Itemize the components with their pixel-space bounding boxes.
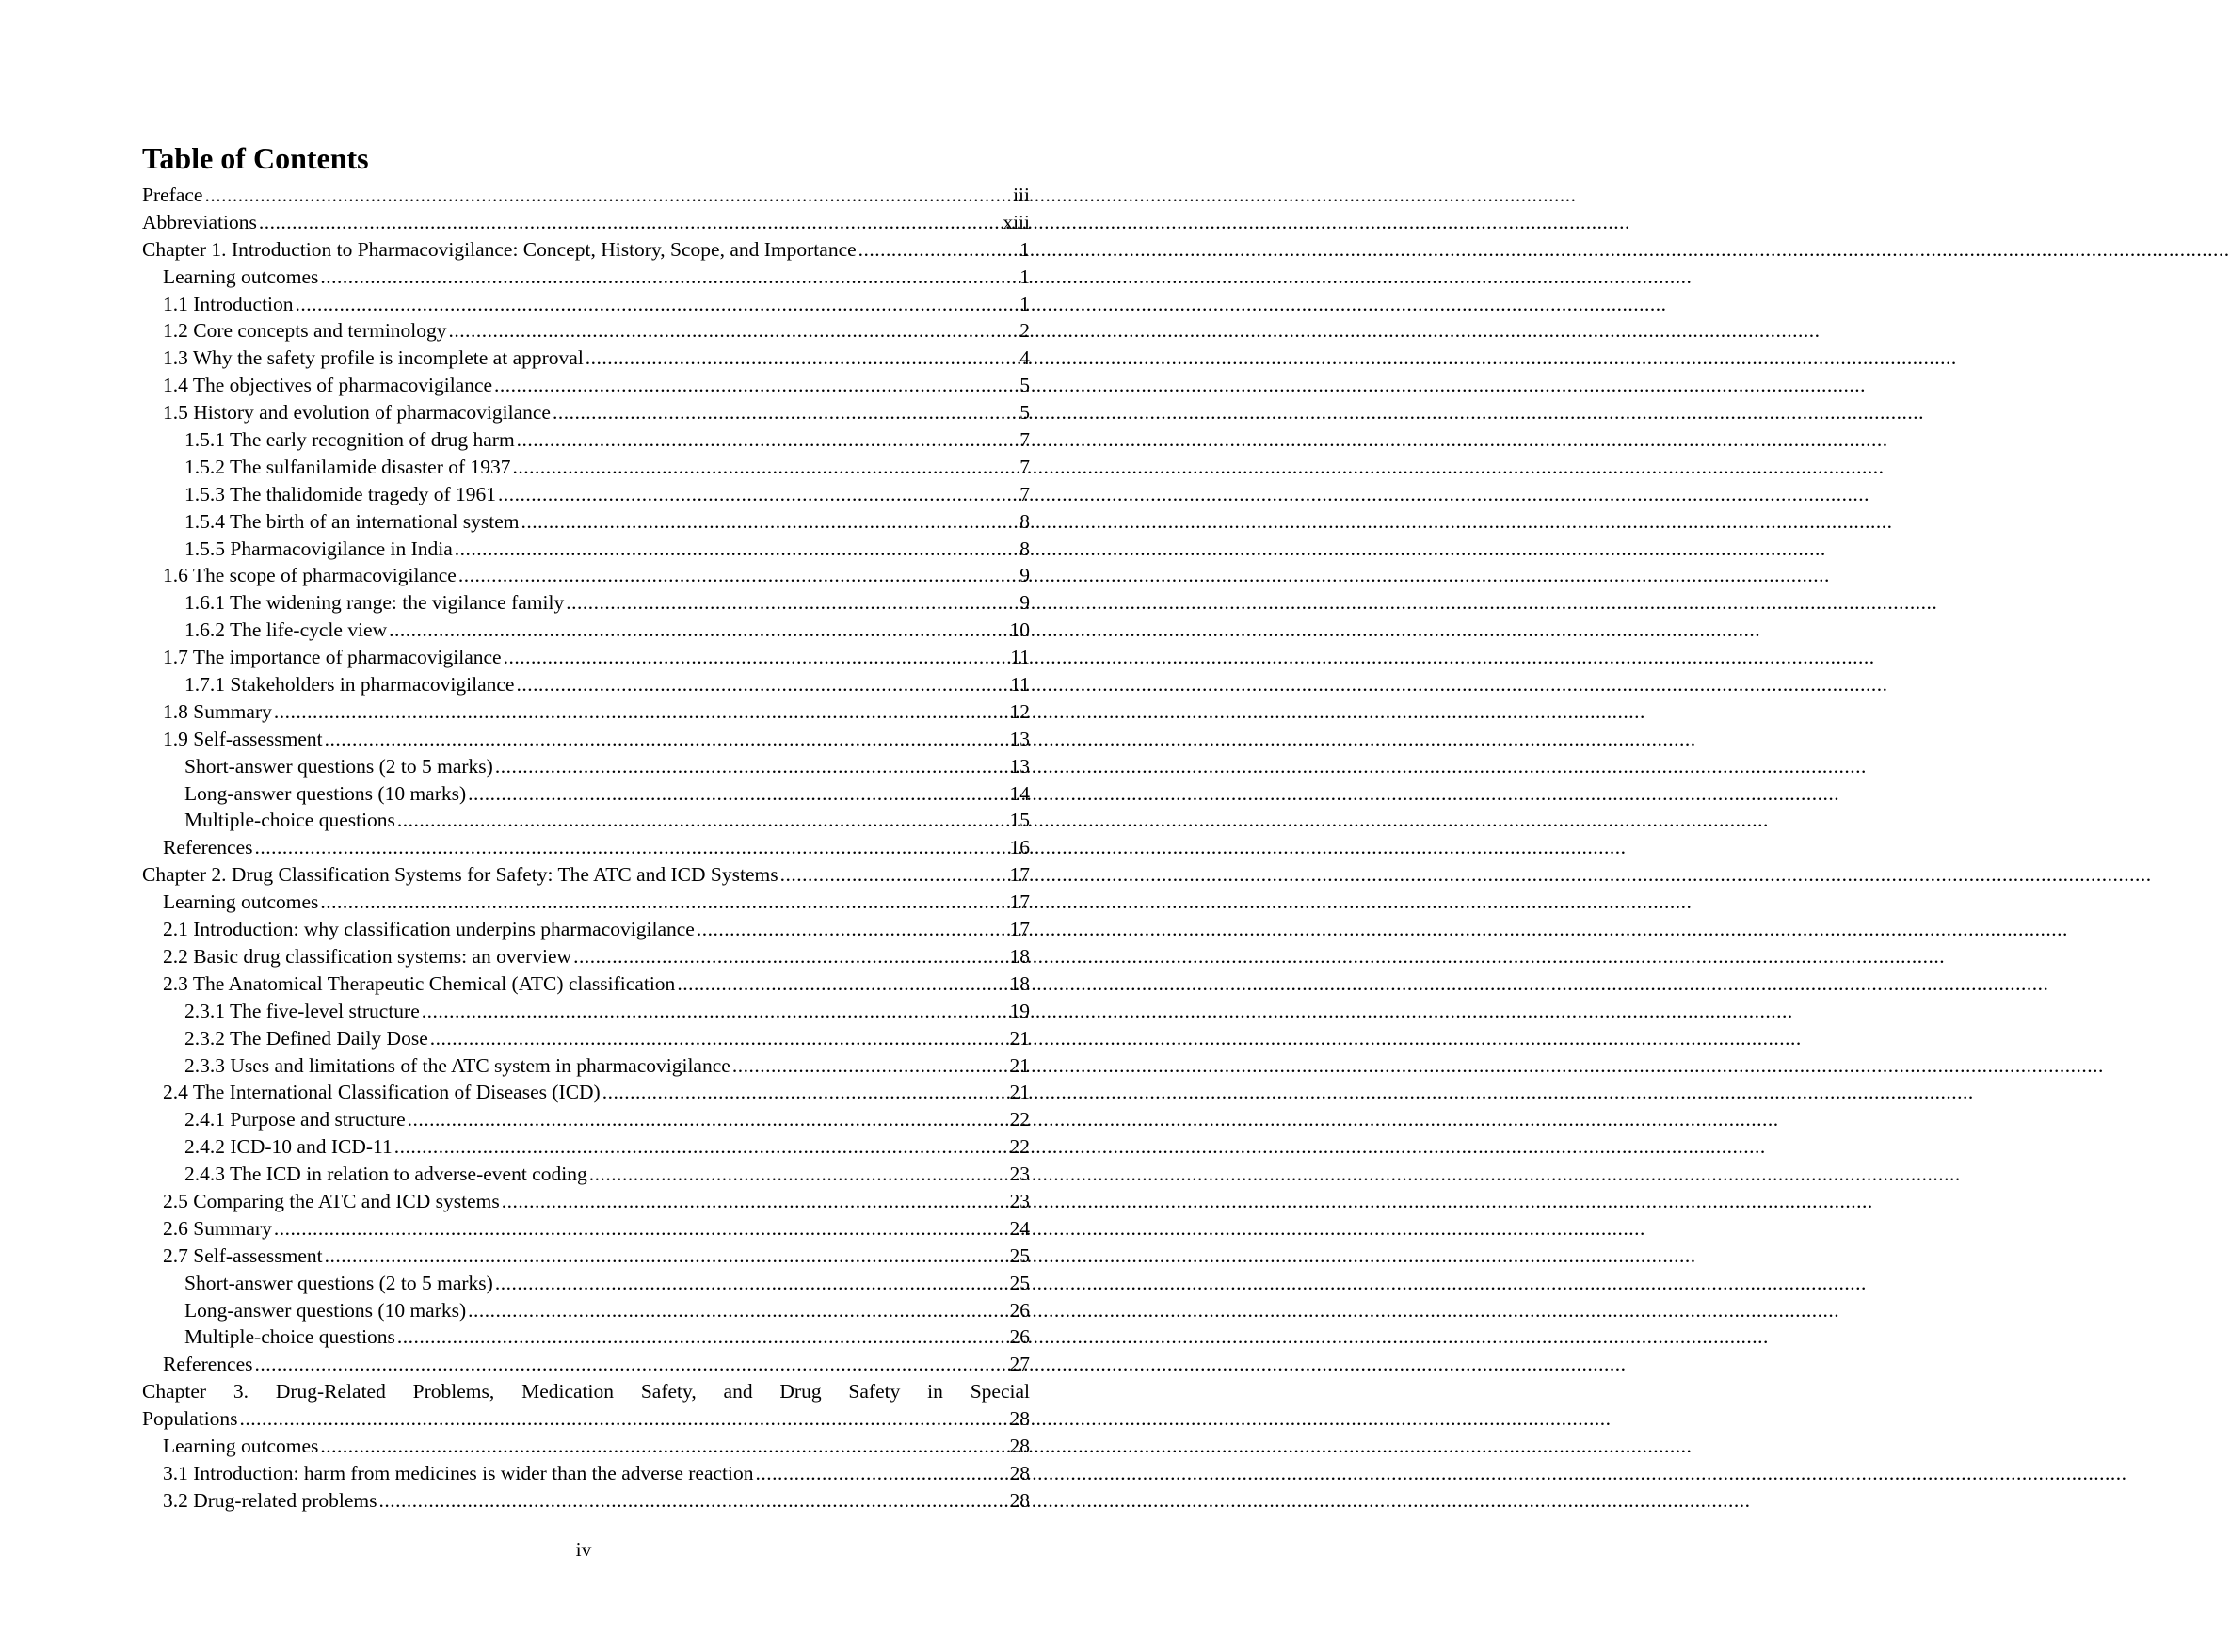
toc-entry[interactable] [142,1270,1030,1297]
dot-leader [589,1161,1008,1188]
toc-entry-text: Short-answer questions (2 to 5 marks) [184,754,493,778]
toc-entry-page: 23 [1009,1163,1030,1186]
toc-entry[interactable] [142,943,1030,970]
toc-entry-text: Chapter 1. Introduction to Pharmacovigilance: Concept, History, Scope, and Importance [142,237,857,261]
dot-leader [259,209,1002,236]
dot-leader [521,508,1018,536]
page-number: iv [575,1538,592,1561]
toc-entry-text: Chapter 3. Drug-Related Problems, Medication Safety, and Drug Safety in Special [142,1380,1030,1403]
toc-entry[interactable] [142,834,1030,861]
toc-entry-page: 11 [1010,673,1030,697]
toc-entry[interactable] [142,1243,1030,1270]
toc-entry-page: 26 [1009,1298,1030,1322]
toc-entry-text: Learning outcomes [163,1434,319,1457]
toc-entry-text: Learning outcomes [163,890,319,914]
toc-entry-page: 11 [1010,646,1030,669]
toc-entry[interactable] [142,1215,1030,1243]
toc-entry[interactable] [142,182,1030,209]
toc-entry[interactable] [142,536,1030,563]
toc-entry[interactable] [142,889,1030,916]
toc-entry[interactable] [142,1133,1030,1161]
toc-entry-page: 22 [1009,1108,1030,1131]
toc-entry-page: 5 [1019,374,1030,397]
toc-entry[interactable] [142,508,1030,536]
toc-entry[interactable] [142,236,1030,264]
toc-entry-page: 1 [1019,265,1030,288]
dot-leader [495,1270,1008,1297]
toc-entry-page: 16 [1009,836,1030,859]
toc-entry[interactable] [142,998,1030,1025]
toc-entry[interactable] [142,1025,1030,1052]
toc-entry-text: 3.1 Introduction: harm from medicines is wider than the adverse reaction [163,1461,754,1484]
dot-leader [296,291,1019,318]
toc-entry[interactable] [142,562,1030,589]
toc-entry-page: 18 [1009,944,1030,968]
toc-entry[interactable] [142,589,1030,617]
toc-entry-text: 2.4 The International Classification of Diseases (ICD) [163,1081,601,1104]
toc-entry-text: 2.3.3 Uses and limitations of the ATC system in pharmacovigilance [184,1053,730,1077]
toc-entry-page: 28 [1009,1434,1030,1457]
toc-entry-page: 17 [1009,863,1030,887]
toc-entry[interactable] [142,1106,1030,1133]
toc-entry[interactable] [142,1188,1030,1215]
toc-entry[interactable] [142,807,1030,834]
toc-entry-page: xiii [1003,210,1030,233]
toc-entry-page: 9 [1019,591,1030,615]
dot-leader [397,1323,1008,1351]
toc-entry-text: 2.4.1 Purpose and structure [184,1108,406,1131]
toc-entry-page: 8 [1019,537,1030,560]
dot-leader [494,372,1018,399]
toc-entry[interactable] [142,1052,1030,1080]
dot-leader [677,970,1007,998]
toc-entry[interactable] [142,698,1030,726]
dot-leader [455,536,1018,563]
toc-entry[interactable] [142,209,1030,236]
dot-leader [320,1433,1007,1460]
toc-entry-page: 25 [1009,1271,1030,1294]
toc-entry-text: 1.4 The objectives of pharmacovigilance [163,374,493,397]
toc-entry[interactable] [142,753,1030,780]
toc-entry-text: 1.6.2 The life-cycle view [184,618,388,642]
toc-entry-page: 18 [1009,971,1030,995]
toc-entry[interactable] [142,780,1030,808]
toc-entry-page: 26 [1009,1325,1030,1349]
dot-leader [858,236,1019,264]
toc-entry-text: Multiple-choice questions [184,809,395,832]
toc-entry-text: 2.7 Self-assessment [163,1243,323,1267]
dot-leader [320,264,1018,291]
toc-entry[interactable] [142,264,1030,291]
dot-leader [468,1297,1007,1324]
dot-leader [602,1079,1008,1106]
toc-entry[interactable] [142,1323,1030,1351]
toc-entry-text: 2.3.2 The Defined Daily Dose [184,1026,428,1050]
toc-entry-page: 19 [1009,999,1030,1022]
toc-entry-chapter-3-continuation[interactable] [142,1405,1030,1433]
toc-entry-text: Multiple-choice questions [184,1325,395,1349]
page-title: Table of Contents [142,141,369,175]
toc-entry-page: 17 [1009,918,1030,941]
toc-entry-text: 2.2 Basic drug classification systems: an overview [163,944,572,968]
dot-leader [449,317,1019,345]
toc-entry-page: 15 [1009,809,1030,832]
toc-entry-text: 1.7 The importance of pharmacovigilance [163,646,502,669]
toc-entry-text: 2.4.3 The ICD in relation to adverse-event coding [184,1163,587,1186]
toc-entry-text: 2.4.2 ICD-10 and ICD-11 [184,1135,393,1159]
toc-entry-page: 12 [1009,699,1030,723]
toc-entry-text: 1.6 The scope of pharmacovigilance [163,564,457,587]
dot-leader [502,1188,1008,1215]
toc-entry-page: 1 [1019,237,1030,261]
toc-entry-text: Short-answer questions (2 to 5 marks) [184,1271,493,1294]
dot-leader [325,726,1008,753]
toc-entry[interactable] [142,1297,1030,1324]
toc-entry-text: References [163,836,253,859]
toc-entry-page: 7 [1019,455,1030,478]
dot-leader [255,834,1008,861]
dot-leader [513,454,1019,481]
toc-entry-text: 1.1 Introduction [163,292,294,315]
toc-entry[interactable] [142,454,1030,481]
toc-entry-page: 21 [1009,1026,1030,1050]
toc-entry-text: 2.6 Summary [163,1216,272,1240]
toc-entry-page: 13 [1009,727,1030,750]
toc-entry-text: 3.2 Drug-related problems [163,1488,377,1512]
toc-entry-text: 1.5.1 The early recognition of drug harm [184,428,515,452]
toc-entry[interactable] [142,1460,1030,1487]
dot-leader [516,671,1008,698]
toc-section-chapters-1-2 [142,182,1030,1378]
toc-entry[interactable] [142,1487,1030,1515]
toc-entry-page: 23 [1009,1189,1030,1212]
toc-entry[interactable] [142,1433,1030,1460]
toc-entry[interactable] [142,345,1030,372]
toc-entry-text: 1.6.1 The widening range: the vigilance family [184,591,565,615]
dot-leader [755,1460,1007,1487]
toc-entry[interactable] [142,1161,1030,1188]
toc-entry-page: 14 [1009,781,1030,805]
toc-entry-page: 10 [1009,618,1030,642]
dot-leader [504,644,1009,671]
dot-leader [586,345,1018,372]
toc-entry-text: References [163,1353,253,1376]
dot-leader [468,780,1007,808]
toc-entry-page: 17 [1009,890,1030,914]
dot-leader [394,1133,1008,1161]
toc-entry-page: 28 [1009,1461,1030,1484]
dot-leader [422,998,1008,1025]
toc-entry[interactable] [142,726,1030,753]
dot-leader [274,698,1008,726]
dot-leader [378,1487,1007,1515]
dot-leader [498,481,1018,508]
toc-entry-page: 2 [1019,319,1030,343]
toc-entry-text: 1.8 Summary [163,699,272,723]
toc-entry[interactable] [142,1351,1030,1378]
dot-leader [780,861,1008,889]
toc-entry[interactable] [142,317,1030,345]
toc-entry[interactable] [142,617,1030,644]
toc-entry-text: Long-answer questions (10 marks) [184,1298,467,1322]
toc-entry-text: 1.7.1 Stakeholders in pharmacovigilance [184,673,515,697]
toc-entry-text: Learning outcomes [163,265,319,288]
toc-entry-text: 1.5.3 The thalidomide tragedy of 1961 [184,482,496,505]
dot-leader [732,1052,1008,1080]
dot-leader [566,589,1018,617]
toc-entry-page: 1 [1019,292,1030,315]
toc-entry[interactable] [142,399,1030,426]
toc-entry-page: 22 [1009,1135,1030,1159]
toc-entry-page: 7 [1019,482,1030,505]
dot-leader [517,426,1019,454]
toc-entry-page: 21 [1009,1081,1030,1104]
toc-entry[interactable] [142,426,1030,454]
dot-leader [697,916,1008,943]
toc-entry-text: Populations [142,1407,238,1431]
toc-entry-page: 21 [1009,1053,1030,1077]
toc-entry[interactable] [142,372,1030,399]
toc-entry-text: Abbreviations [142,210,257,233]
dot-leader [408,1106,1008,1133]
dot-leader [320,889,1007,916]
toc-entry-page: 25 [1009,1243,1030,1267]
toc-entry-page: 9 [1019,564,1030,587]
toc-entry-text: 2.1 Introduction: why classification underpins pharmacovigilance [163,918,695,941]
toc-entry-text: 2.3 The Anatomical Therapeutic Chemical (ATC) classification [163,971,676,995]
toc-entry[interactable] [142,861,1030,889]
dot-leader [458,562,1018,589]
toc-entry-text: 1.5 History and evolution of pharmacovigilance [163,401,551,425]
toc-entry[interactable] [142,644,1030,671]
toc-entry-text: 1.9 Self-assessment [163,727,323,750]
dot-leader [204,182,1011,209]
toc-entry[interactable] [142,1079,1030,1106]
toc-entry-page: 7 [1019,428,1030,452]
toc-entry-page: 24 [1009,1216,1030,1240]
dot-leader [397,807,1008,834]
toc-entry-text: 2.3.1 The five-level structure [184,999,420,1022]
dot-leader [274,1215,1008,1243]
toc-entry-text: Chapter 2. Drug Classification Systems for Safety: The ATC and ICD Systems [142,863,778,887]
toc-entry[interactable] [142,291,1030,318]
dot-leader [240,1405,1008,1433]
toc-entry-text: 1.5.5 Pharmacovigilance in India [184,537,453,560]
toc-entry-text: 1.2 Core concepts and terminology [163,319,447,343]
toc-entry-page: 28 [1009,1488,1030,1512]
toc-entry[interactable] [142,671,1030,698]
dot-leader [430,1025,1008,1052]
toc-entry-text: 1.3 Why the safety profile is incomplete at approval [163,346,584,370]
dot-leader [573,943,1007,970]
toc-entry-text: 2.5 Comparing the ATC and ICD systems [163,1189,500,1212]
toc-entry-chapter-3-heading[interactable] [142,1378,1030,1405]
toc-entry-page: 8 [1019,509,1030,533]
toc-entry-text: Preface [142,184,203,206]
toc-entry-page: 28 [1009,1407,1030,1431]
toc-entry[interactable] [142,916,1030,943]
toc-section-chapter-3 [142,1433,1030,1515]
toc-entry-text: Long-answer questions (10 marks) [184,781,467,805]
dot-leader [389,617,1007,644]
toc-entry-text: 1.5.2 The sulfanilamide disaster of 1937 [184,455,511,478]
dot-leader [553,399,1018,426]
dot-leader [495,753,1008,780]
toc-entry-text: 1.5.4 The birth of an international system [184,509,520,533]
dot-leader [255,1351,1008,1378]
toc-entry-page: 13 [1009,754,1030,778]
dot-leader [325,1243,1008,1270]
toc-entry[interactable] [142,970,1030,998]
toc-entry[interactable] [142,481,1030,508]
toc-entry-page: 5 [1019,401,1030,425]
toc-entry-page: iii [1013,184,1030,206]
table-of-contents [142,182,1030,1515]
toc-entry-page: 27 [1009,1353,1030,1376]
toc-entry-page: 4 [1019,346,1030,370]
